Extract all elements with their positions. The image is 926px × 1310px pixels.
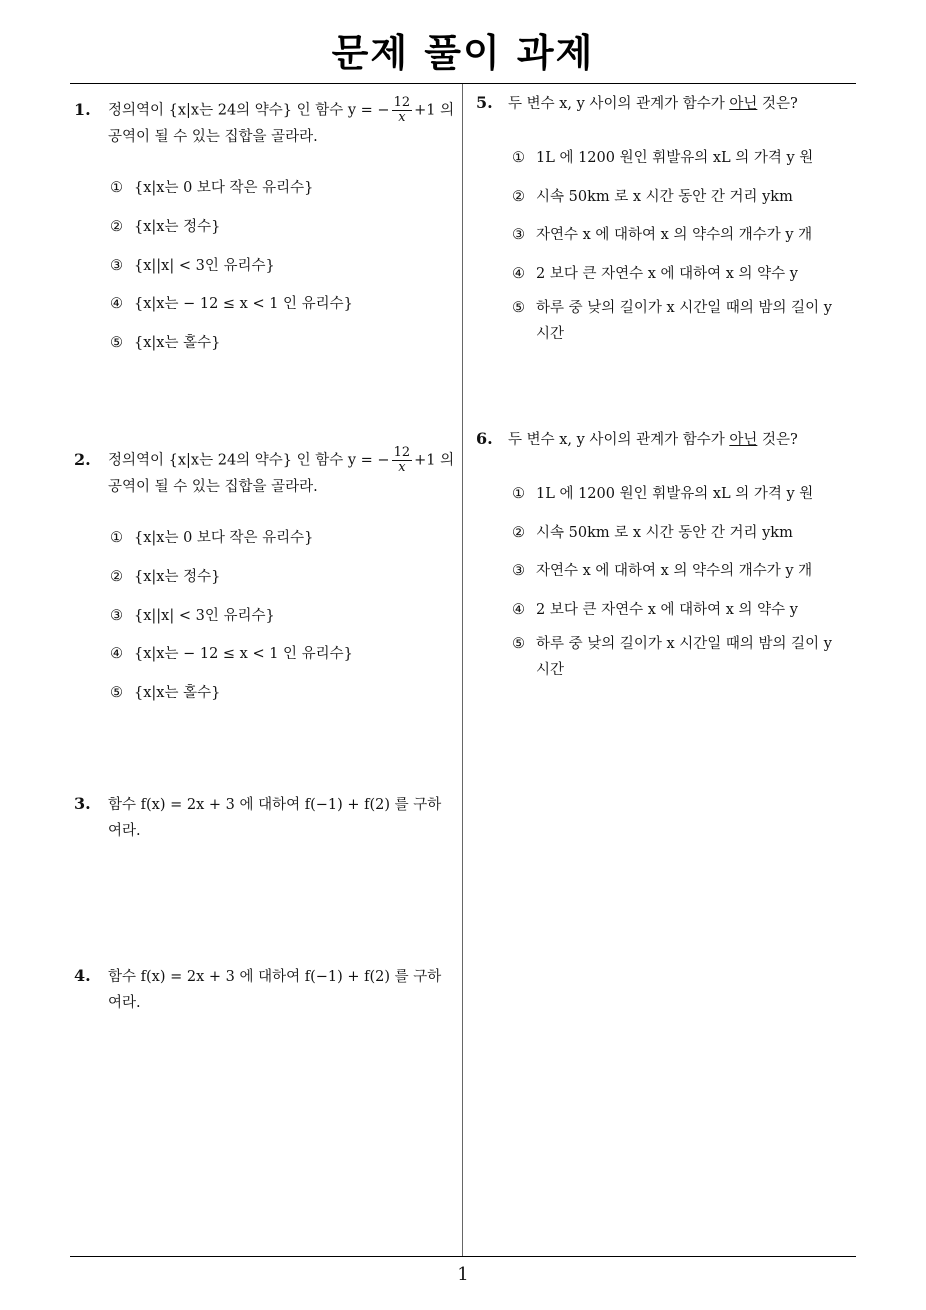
footer-rule (70, 1256, 856, 1257)
choice-marker: ④ (512, 266, 525, 282)
stem-text: +1 의 (414, 102, 455, 119)
problem-number: 4. (74, 966, 91, 985)
choice-text: {x||x| < 3인 유리수} (134, 258, 275, 274)
problem-stem (508, 91, 860, 117)
problem-6 (476, 427, 856, 687)
choice-1[interactable] (110, 176, 313, 197)
choice-text: {x||x| < 3인 유리수} (134, 608, 275, 624)
choice-marker: ① (110, 530, 123, 546)
choice-text: {x|x는 − 12 ≤ x < 1 인 유리수} (134, 646, 353, 662)
choice-marker: ③ (512, 227, 525, 243)
choice-text: {x|x는 홀수} (134, 685, 221, 701)
choice-marker: ② (110, 569, 123, 585)
choice-text: 2 보다 큰 자연수 x 에 대하여 x 의 약수 y (536, 602, 798, 618)
problem-number: 1. (74, 100, 91, 119)
problem-stem-line2: 여라. (108, 995, 141, 1011)
choice-5[interactable] (110, 331, 220, 352)
choice-text: {x|x는 정수} (134, 569, 221, 585)
page-title: 문제 풀이 과제 (331, 31, 595, 75)
choice-1[interactable] (110, 526, 313, 547)
stem-text: 두 변수 x, y 사이의 관계가 함수가 (508, 432, 730, 448)
stem-text: 정의역이 {x|x는 24의 약수} 인 함수 y = − (108, 102, 390, 119)
choice-marker: ① (512, 486, 525, 502)
choice-text: {x|x는 정수} (134, 219, 221, 235)
choice-marker: ⑤ (512, 636, 525, 652)
choice-text: {x|x는 0 보다 작은 유리수} (134, 530, 314, 546)
choice-3[interactable] (110, 604, 275, 625)
fraction-numerator: 12 (393, 445, 411, 460)
choice-text: 1L 에 1200 원인 휘발유의 xL 의 가격 y 원 (536, 486, 814, 502)
choice-1[interactable] (512, 482, 813, 503)
choice-marker: ③ (110, 258, 123, 274)
choice-3[interactable] (110, 254, 275, 275)
choice-marker: ⑤ (110, 335, 123, 351)
stem-text: 것은? (757, 96, 798, 112)
choice-text: 1L 에 1200 원인 휘발유의 xL 의 가격 y 원 (536, 150, 814, 166)
problem-number: 2. (74, 450, 91, 469)
fraction (392, 446, 413, 475)
choice-text: 하루 중 낮의 길이가 x 시간일 때의 밤의 길이 y (536, 636, 832, 652)
problem-number: 3. (74, 794, 91, 813)
problem-stem-line2: 여라. (108, 823, 141, 839)
choice-3[interactable] (512, 223, 812, 244)
problem-stem (508, 427, 860, 453)
choice-text: 2 보다 큰 자연수 x 에 대하여 x 의 약수 y (536, 266, 798, 282)
problem-number: 5. (476, 93, 493, 112)
problem-stem-line2: 공역이 될 수 있는 집합을 골라라. (108, 129, 318, 145)
choice-4[interactable] (512, 598, 798, 619)
choice-text: 하루 중 낮의 길이가 x 시간일 때의 밤의 길이 y (536, 300, 832, 316)
choice-4[interactable] (110, 642, 353, 663)
choice-5[interactable] (512, 295, 832, 347)
column-divider (462, 84, 463, 1256)
choice-marker: ③ (512, 563, 525, 579)
choice-2[interactable] (512, 185, 793, 206)
fraction-denominator: x (398, 110, 406, 125)
choice-marker: ④ (512, 602, 525, 618)
choice-marker: ④ (110, 646, 123, 662)
problem-stem-line2: 공역이 될 수 있는 집합을 골라라. (108, 479, 318, 495)
choice-text-continuation: 시간 (536, 662, 565, 678)
choice-text: 자연수 x 에 대하여 x 의 약수의 개수가 y 개 (536, 563, 813, 579)
choice-2[interactable] (110, 215, 220, 236)
problem-stem (108, 96, 460, 125)
choice-marker: ② (512, 189, 525, 205)
choice-3[interactable] (512, 559, 812, 580)
choice-4[interactable] (512, 262, 798, 283)
choice-marker: ① (512, 150, 525, 166)
problem-3 (74, 792, 460, 852)
choice-marker: ① (110, 180, 123, 196)
page-number: 1 (457, 1264, 469, 1285)
choice-marker: ② (110, 219, 123, 235)
stem-text: +1 의 (414, 452, 455, 469)
stem-text: 두 변수 x, y 사이의 관계가 함수가 (508, 96, 730, 112)
choice-text: {x|x는 0 보다 작은 유리수} (134, 180, 314, 196)
problem-stem: 함수 f(x) = 2x + 3 에 대하여 f(−1) + f(2) 를 구하 (108, 797, 442, 813)
header-rule (70, 83, 856, 84)
fraction-numerator: 12 (393, 95, 411, 110)
choice-4[interactable] (110, 292, 353, 313)
choice-2[interactable] (512, 521, 793, 542)
choice-5[interactable] (512, 631, 832, 683)
choice-marker: ⑤ (512, 300, 525, 316)
choice-text: 시속 50km 로 x 시간 동안 간 거리 ykm (536, 525, 793, 541)
choice-1[interactable] (512, 146, 813, 167)
fraction (392, 96, 413, 125)
problem-stem: 함수 f(x) = 2x + 3 에 대하여 f(−1) + f(2) 를 구하 (108, 969, 442, 985)
choice-text: 시속 50km 로 x 시간 동안 간 거리 ykm (536, 189, 793, 205)
fraction-denominator: x (398, 460, 406, 475)
problem-2 (74, 446, 460, 706)
choice-text: 자연수 x 에 대하여 x 의 약수의 개수가 y 개 (536, 227, 813, 243)
choice-marker: ⑤ (110, 685, 123, 701)
problem-number: 6. (476, 429, 493, 448)
stem-underlined-text: 아닌 (729, 432, 758, 448)
problem-5 (476, 91, 856, 351)
choice-marker: ③ (110, 608, 123, 624)
choice-marker: ④ (110, 296, 123, 312)
choice-5[interactable] (110, 681, 220, 702)
choice-text: {x|x는 홀수} (134, 335, 221, 351)
problem-stem (108, 446, 460, 475)
choice-text: {x|x는 − 12 ≤ x < 1 인 유리수} (134, 296, 353, 312)
stem-underlined-text: 아닌 (729, 96, 758, 112)
problem-1 (74, 96, 460, 356)
choice-text-continuation: 시간 (536, 326, 565, 342)
problem-4 (74, 964, 460, 1024)
choice-marker: ② (512, 525, 525, 541)
stem-text: 정의역이 {x|x는 24의 약수} 인 함수 y = − (108, 452, 390, 469)
stem-text: 것은? (757, 432, 798, 448)
choice-2[interactable] (110, 565, 220, 586)
